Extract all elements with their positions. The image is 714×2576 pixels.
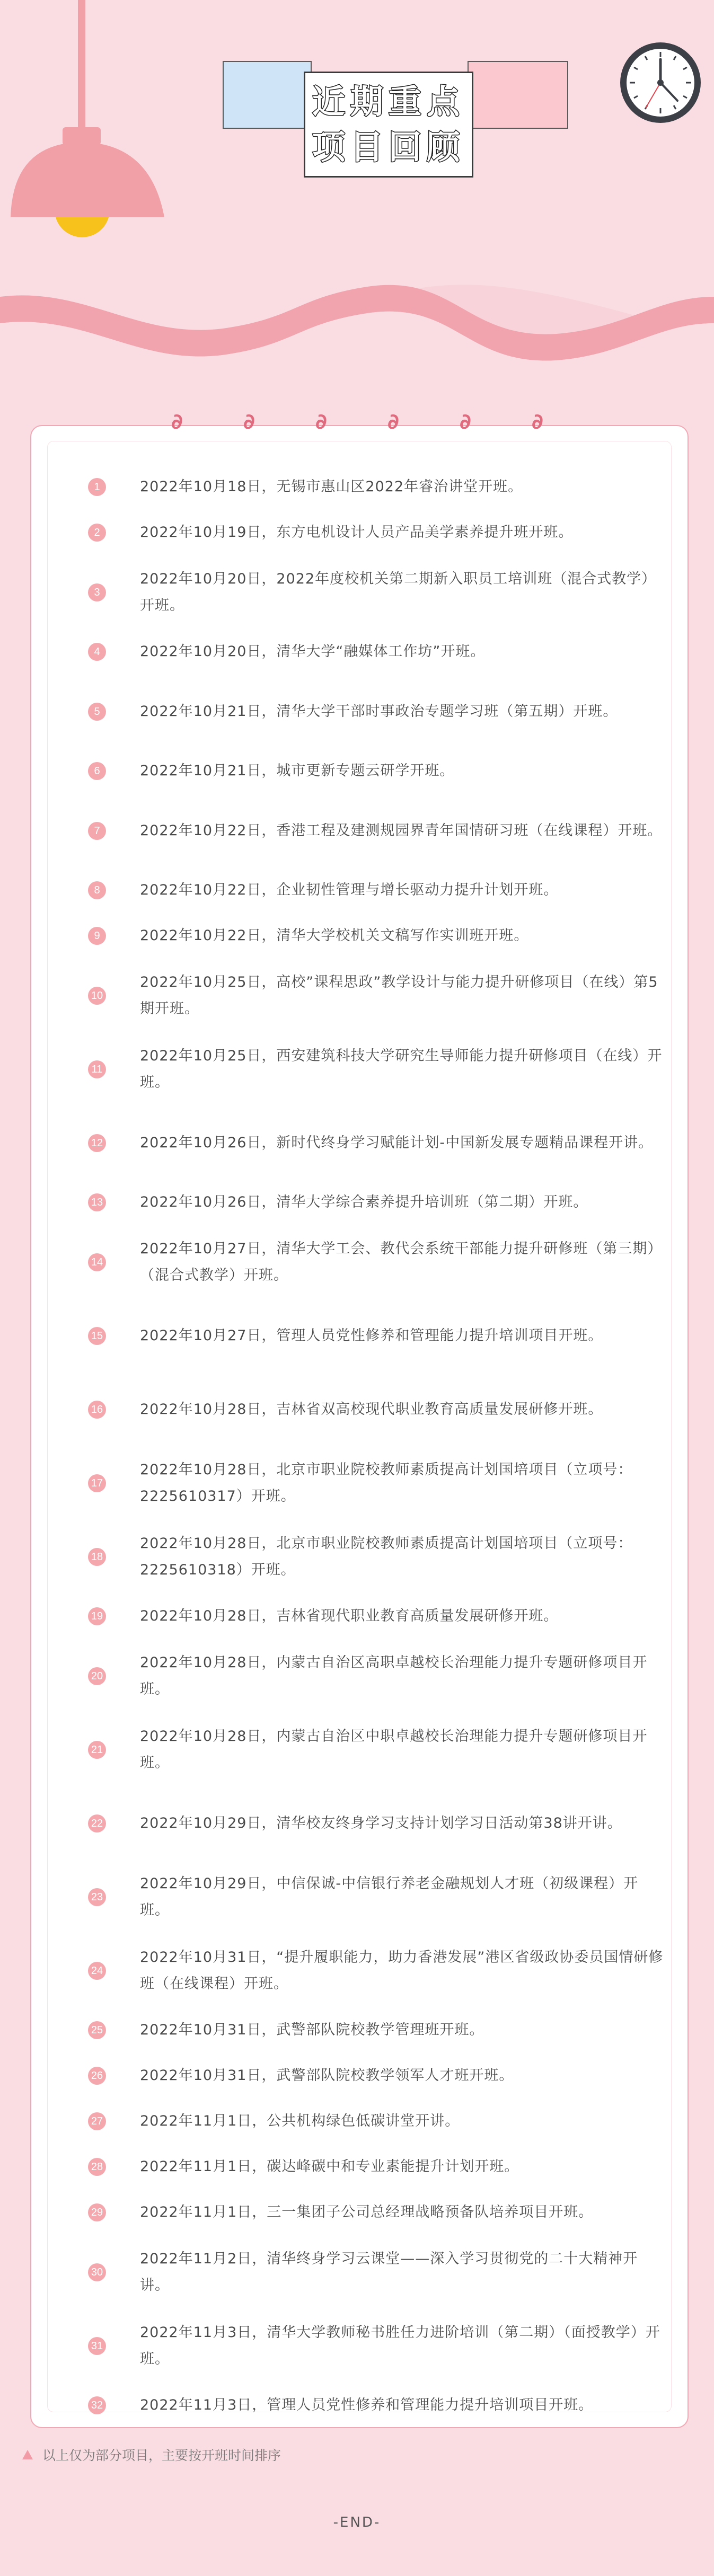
list-item (57, 510, 665, 555)
item-text: 2022年10月28日，吉林省现代职业教育高质量发展研修开班。 (140, 1608, 559, 1624)
item-number-badge: 23 (88, 1888, 106, 1906)
item-text: 2022年11月1日，三一集团子公司总经理战略预备队培养项目开班。 (140, 2204, 594, 2220)
list-item (57, 1713, 665, 1786)
list-item (57, 2099, 665, 2144)
page-title (304, 72, 473, 178)
list-item (57, 629, 665, 675)
title-block (223, 61, 568, 166)
item-text: 2022年10月25日，高校”课程思政”教学设计与能力提升研修项目（在线）第5期开班。 (140, 973, 658, 1017)
spiral-ring-icon: ∂ (460, 410, 471, 434)
item-text: 2022年10月20日，清华大学“融媒体工作坊”开班。 (140, 643, 486, 660)
item-text: 2022年10月26日，新时代终身学习赋能计划-中国新发展专题精品课程开讲。 (140, 1134, 654, 1151)
item-text: 2022年10月28日，内蒙古自治区中职卓越校长治理能力提升专题研修项目开班。 (140, 1728, 648, 1771)
item-number-badge: 13 (88, 1193, 106, 1211)
item-text: 2022年10月22日，香港工程及建测规园界青年国情研习班（在线课程）开班。 (140, 822, 663, 839)
list-item (57, 2235, 665, 2309)
spiral-ring-icon: ∂ (532, 410, 543, 434)
list-item (57, 675, 665, 748)
item-text: 2022年10月22日，企业韧性管理与增长驱动力提升计划开班。 (140, 882, 559, 898)
triangle-bullet-icon (22, 2450, 33, 2459)
item-number-badge: 4 (88, 643, 106, 661)
list-item (57, 1446, 665, 1520)
item-text: 2022年11月1日，公共机构绿色低碳讲堂开讲。 (140, 2113, 460, 2129)
item-number-badge: 2 (88, 524, 106, 542)
item-number-badge: 17 (88, 1474, 106, 1492)
item-text: 2022年10月31日，“提升履职能力，助力香港发展”港区省级政协委员国情研修班（在线课程）开班。 (140, 1949, 664, 1992)
item-number-badge: 1 (88, 478, 106, 496)
spiral-ring-icon: ∂ (387, 410, 399, 434)
list-item (57, 1373, 665, 1446)
list-item (57, 1180, 665, 1225)
item-text: 2022年10月18日，无锡市惠山区2022年睿治讲堂开班。 (140, 479, 523, 495)
item-number-badge: 22 (88, 1814, 106, 1833)
list-item (57, 1225, 665, 1299)
item-text: 2022年10月28日，吉林省双高校现代职业教育高质量发展研修开班。 (140, 1401, 603, 1418)
item-text: 2022年10月31日，武警部队院校教学管理班开班。 (140, 2022, 484, 2038)
item-number-badge: 27 (88, 2112, 106, 2130)
footnote-text: 以上仅为部分项目，主要按开班时间排序 (42, 2448, 281, 2463)
item-text: 2022年10月26日，清华大学综合素养提升培训班（第二期）开班。 (140, 1194, 588, 1210)
item-number-badge: 24 (88, 1962, 106, 1980)
list-item (57, 2309, 665, 2383)
item-number-badge: 20 (88, 1667, 106, 1685)
list-item (57, 555, 665, 629)
item-number-badge: 28 (88, 2158, 106, 2176)
item-text: 2022年10月28日，北京市职业院校教师素质提高计划国培项目（立项号：2225610318）开班。 (140, 1535, 633, 1578)
item-text: 2022年11月3日，管理人员党性修养和管理能力提升培训项目开班。 (140, 2397, 594, 2413)
list-item (57, 794, 665, 867)
item-text: 2022年10月21日，清华大学干部时事政治专题学习班（第五期）开班。 (140, 703, 618, 720)
item-number-badge: 30 (88, 2263, 106, 2281)
title-line-1: 近期重点 (312, 82, 465, 121)
item-number-badge: 6 (88, 762, 106, 780)
spiral-ring-icon: ∂ (243, 410, 255, 434)
item-text: 2022年10月29日，清华校友终身学习支持计划学习日活动第38讲开讲。 (140, 1814, 622, 1831)
item-text: 2022年10月21日，城市更新专题云研学开班。 (140, 763, 455, 779)
item-number-badge: 3 (88, 583, 106, 601)
item-text: 2022年10月20日，2022年度校机关第二期新入职员工培训班（混合式教学）开班。 (140, 570, 657, 614)
item-number-badge: 5 (88, 703, 106, 721)
list-item (57, 959, 665, 1032)
item-number-badge: 14 (88, 1253, 106, 1271)
spiral-ring-icon: ∂ (315, 410, 327, 434)
item-number-badge: 25 (88, 2021, 106, 2039)
item-text: 2022年10月22日，清华大学校机关文稿写作实训班开班。 (140, 927, 529, 944)
item-text: 2022年10月31日，武警部队院校教学领军人才班开班。 (140, 2067, 514, 2084)
list-item (57, 1299, 665, 1373)
item-number-badge: 26 (88, 2067, 106, 2085)
item-number-badge: 21 (88, 1741, 106, 1759)
item-number-badge: 9 (88, 927, 106, 945)
item-number-badge: 7 (88, 822, 106, 840)
list-item (57, 913, 665, 959)
title-line-2: 项目回顾 (312, 128, 465, 166)
list-item (57, 1860, 665, 1934)
item-number-badge: 31 (88, 2337, 106, 2355)
list-item (57, 1032, 665, 1106)
list-item (57, 464, 665, 510)
item-text: 2022年10月25日，西安建筑科技大学研究生导师能力提升研修项目（在线）开班。 (140, 1047, 663, 1091)
title-bar-left (223, 61, 312, 129)
item-number-badge: 18 (88, 1548, 106, 1566)
list-item (57, 2190, 665, 2235)
item-text: 2022年11月1日，碳达峰碳中和专业素能提升计划开班。 (140, 2158, 519, 2175)
list-item (57, 1106, 665, 1180)
item-number-badge: 16 (88, 1401, 106, 1419)
list-item (57, 867, 665, 913)
list-item (57, 1934, 665, 2007)
item-number-badge: 10 (88, 987, 106, 1005)
item-number-badge: 19 (88, 1607, 106, 1625)
title-bar-right (468, 61, 568, 129)
lamp-icon (11, 0, 164, 237)
list-item (57, 2053, 665, 2099)
list-item (57, 2007, 665, 2053)
item-number-badge: 29 (88, 2203, 106, 2221)
item-text: 2022年11月2日，清华终身学习云课堂——深入学习贯彻党的二十大精神开讲。 (140, 2250, 638, 2294)
list-item (57, 2144, 665, 2190)
item-number-badge: 11 (88, 1060, 106, 1078)
item-text: 2022年10月19日，东方电机设计人员产品美学素养提升班开班。 (140, 524, 574, 541)
item-number-badge: 15 (88, 1327, 106, 1345)
list-item (57, 1786, 665, 1860)
list-item (57, 2383, 665, 2428)
item-text: 2022年10月28日，北京市职业院校教师素质提高计划国培项目（立项号：2225610317）开班。 (140, 1461, 633, 1504)
item-number-badge: 32 (88, 2396, 106, 2414)
item-text: 2022年10月27日，管理人员党性修养和管理能力提升培训项目开班。 (140, 1327, 603, 1344)
item-text: 2022年10月29日，中信保诚-中信银行养老金融规划人才班（初级课程）开班。 (140, 1875, 639, 1918)
item-number-badge: 12 (88, 1134, 106, 1152)
project-list (57, 464, 665, 2428)
spiral-ring-icon: ∂ (171, 410, 183, 434)
footnote (22, 2445, 281, 2464)
item-text: 2022年11月3日，清华大学教师秘书胜任力进阶培训（第二期）（面授教学）开班。 (140, 2324, 660, 2367)
list-item (57, 748, 665, 794)
list-item (57, 1639, 665, 1713)
clock-icon (620, 42, 701, 123)
header-banner (0, 0, 714, 424)
end-mark: -END- (333, 2515, 381, 2530)
item-text: 2022年10月27日，清华大学工会、教代会系统干部能力提升研修班（第三期）（混合式教学）开班。 (140, 1240, 663, 1283)
list-item (57, 1520, 665, 1594)
item-text: 2022年10月28日，内蒙古自治区高职卓越校长治理能力提升专题研修项目开班。 (140, 1654, 648, 1697)
item-number-badge: 8 (88, 881, 106, 899)
list-item (57, 1594, 665, 1639)
